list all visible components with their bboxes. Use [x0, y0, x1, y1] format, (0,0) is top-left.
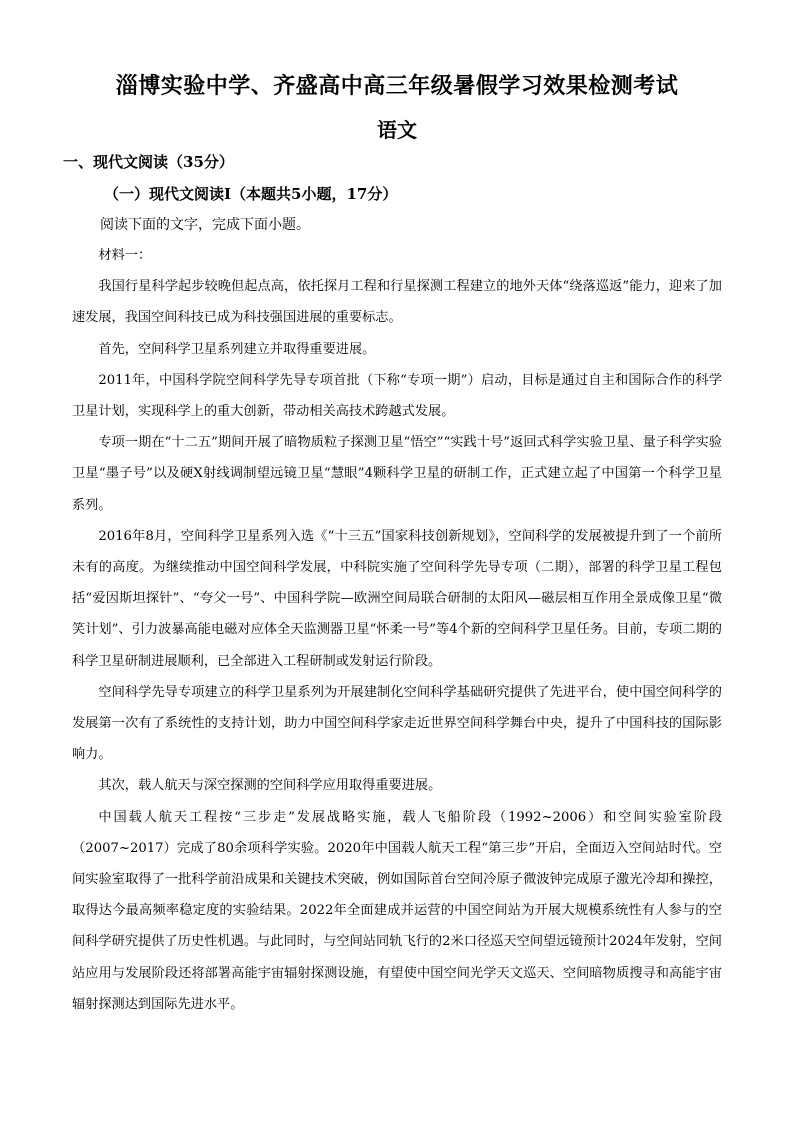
- passage-paragraph: 2011年，中国科学院空间科学先导专项首批（下称“专项一期”）启动，目标是通过自主和国际合作的科学卫星计划，实现科学上的重大创新，带动相关高技术跨越式发展。: [72, 372, 722, 420]
- section-heading: 一、现代文阅读（35分）: [63, 153, 234, 171]
- passage-paragraph: 2016年8月，空间科学卫星系列入选《“十三五”国家科技创新规划》，空间科学的发展被提升到了一个前所未有的高度。为继续推动中国空间科学发展，中科院实施了空间科学先导专项（二期），部署的科学卫星工程包括“爱因斯坦探针”、“夸父一号”、中国科学院—欧洲空间局联合研制的太阳风—磁层相互作用全景成像卫星“微笑计划”、引力波暴高能电磁对应体全天监测器卫星“怀柔一号”等4个新的空间科学卫星任务。目前，专项二期的科学卫星研制进展顺利，已全部进入工程研制或发射运行阶段。: [72, 528, 722, 669]
- passage-paragraph: 其次，载人航天与深空探测的空间科学应用取得重要进展。: [98, 778, 442, 794]
- passage-paragraph: 我国行星科学起步较晚但起点高，依托探月工程和行星探测工程建立的地外天体“绕落巡返”能力，迎来了加速发展，我国空间科技已成为科技强国进展的重要标志。: [72, 279, 722, 326]
- passage-paragraph: 中国载人航天工程按“三步走”发展战略实施，载人飞船阶段（1992~2006）和空间实验室阶段（2007~2017）完成了80余项科学实验。2020年中国载人航天工程“第三步”开启，全面迈入空间站时代。空间实验室取得了一批科学前沿成果和关键技术突破，例如国际首台空间冷原子微波钟完成原子激光冷却和操控，取得达今最高频率稳定度的实验结果。2022年全面建成并运营的中国空间站为开展大规模系统性有人参与的空间科学研究提供了历史性机遇。与此同时，与空间站同轨飞行的2米口径巡天空间望远镜预计2024年发射，空间站应用与发展阶段还将部署高能宇宙辐射探测设施，有望使中国空间光学天文巡天、空间暗物质搜寻和高能宇宙辐射探测达到国际先进水平。: [72, 809, 722, 1012]
- exam-title: 淄博实验中学、齐盛高中高三年级暑假学习效果检测考试: [115, 73, 679, 99]
- passage-paragraph: 空间科学先导专项建立的科学卫星系列为开展建制化空间科学基础研究提供了先进平台，使中国空间科学的发展第一次有了系统性的支持计划，助力中国空间科学家走近世界空间科学舞台中央，提升了中国科技的国际影响力。: [72, 684, 722, 763]
- passage-paragraph: 专项一期在“十二五”期间开展了暗物质粒子探测卫星“悟空”“实践十号”返回式科学实验卫星、量子科学实验卫星“墨子号”以及硬X射线调制望远镜卫星“慧眼”4颗科学卫星的研制工作，正式建立起了中国第一个科学卫星系列。: [72, 435, 722, 513]
- reading-instruction: 阅读下面的文字，完成下面小题。: [100, 217, 310, 233]
- exam-subject: 语文: [377, 118, 417, 142]
- passage-paragraph: 材料一：: [98, 248, 152, 263]
- section-subheading: （一）现代文阅读Ⅰ（本题共5小题，17分）: [104, 185, 398, 203]
- passage-paragraph: 首先，空间科学卫星系列建立并取得重要进展。: [98, 341, 376, 357]
- reading-passage: [72, 240, 722, 1020]
